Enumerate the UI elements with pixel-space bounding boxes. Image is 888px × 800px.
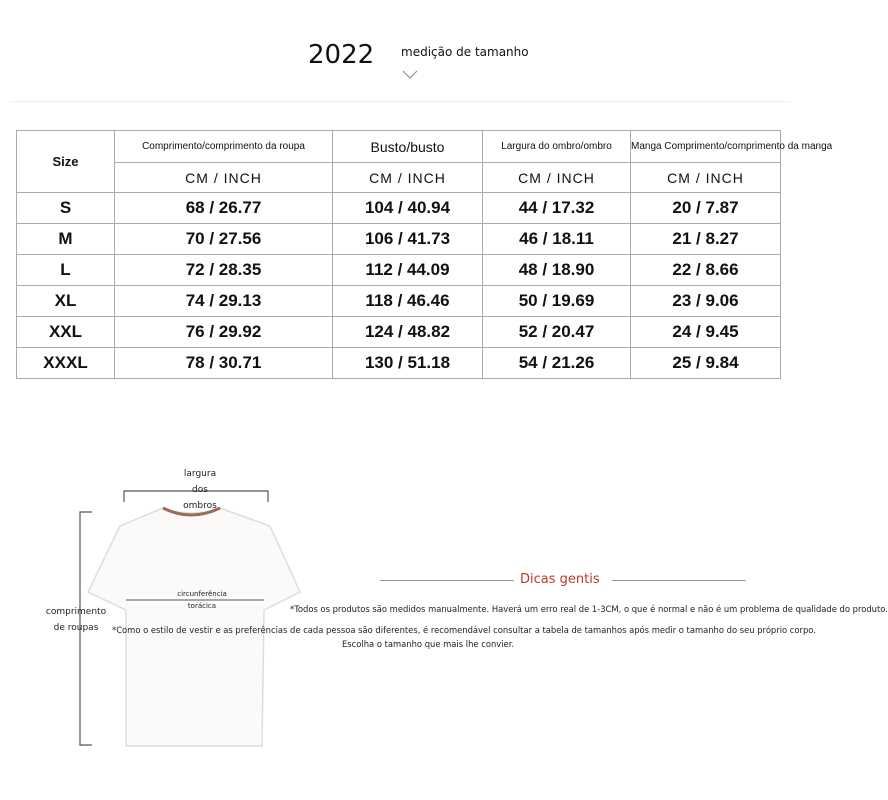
- shoulder-column-header: Largura do ombro/ombro: [483, 131, 631, 163]
- unit-label: CM / INCH: [115, 163, 333, 193]
- size-cell: L: [17, 255, 115, 286]
- bust-cell: 104 / 40.94: [333, 193, 483, 224]
- table-row: [17, 255, 781, 286]
- bust-cell: 124 / 48.82: [333, 317, 483, 348]
- sleeve-cell: 24 / 9.45: [631, 317, 781, 348]
- size-cell: S: [17, 193, 115, 224]
- size-cell: M: [17, 224, 115, 255]
- sleeve-cell: 22 / 8.66: [631, 255, 781, 286]
- chest-label: circunferência torácica: [177, 590, 227, 610]
- table-row: [17, 286, 781, 317]
- size-chart-table: [16, 130, 833, 379]
- size-column-header: Size: [17, 131, 115, 193]
- shoulder-width-label: largura dos ombros: [183, 469, 217, 511]
- unit-label: CM / INCH: [333, 163, 483, 193]
- chevron-down-icon: [402, 70, 418, 80]
- header-subtitle: medição de tamanho: [401, 45, 529, 59]
- tip-choose-size: Escolha o tamanho que mais lhe convier.: [342, 639, 515, 649]
- unit-label: CM / INCH: [483, 163, 631, 193]
- length-cell: 70 / 27.56: [115, 224, 333, 255]
- size-cell: XXXL: [17, 348, 115, 379]
- length-cell: 68 / 26.77: [115, 193, 333, 224]
- tips-divider-left: [380, 580, 514, 581]
- header-divider: [10, 101, 790, 102]
- length-cell: 76 / 29.92: [115, 317, 333, 348]
- sleeve-cell: 23 / 9.06: [631, 286, 781, 317]
- table-row: [17, 317, 781, 348]
- tips-title: Dicas gentis: [520, 572, 600, 587]
- table-header-row: [17, 131, 781, 163]
- length-label: comprimento de roupas: [45, 607, 107, 633]
- shoulder-cell: 50 / 19.69: [483, 286, 631, 317]
- length-cell: 74 / 29.13: [115, 286, 333, 317]
- bust-column-header: Busto/busto: [333, 131, 483, 163]
- unit-header-row: [17, 163, 781, 193]
- table-row: [17, 224, 781, 255]
- bust-cell: 112 / 44.09: [333, 255, 483, 286]
- shoulder-cell: 46 / 18.11: [483, 224, 631, 255]
- length-cell: 72 / 28.35: [115, 255, 333, 286]
- table-row: [17, 348, 781, 379]
- size-cell: XXL: [17, 317, 115, 348]
- tips-divider-right: [612, 580, 746, 581]
- bust-cell: 118 / 46.46: [333, 286, 483, 317]
- bust-cell: 106 / 41.73: [333, 224, 483, 255]
- table-row: [17, 193, 781, 224]
- size-cell: XL: [17, 286, 115, 317]
- sleeve-cell: 21 / 8.27: [631, 224, 781, 255]
- header-year: 2022: [308, 40, 375, 70]
- shoulder-cell: 48 / 18.90: [483, 255, 631, 286]
- sleeve-cell: 20 / 7.87: [631, 193, 781, 224]
- shoulder-cell: 44 / 17.32: [483, 193, 631, 224]
- unit-label: CM / INCH: [631, 163, 781, 193]
- tip-size-recommendation: *Como o estilo de vestir e as preferências de cada pessoa são diferentes, é recomendável consultar a tabela de tamanhos após medir o tamanho do seu próprio corpo.: [112, 625, 816, 635]
- bust-cell: 130 / 51.18: [333, 348, 483, 379]
- shoulder-cell: 54 / 21.26: [483, 348, 631, 379]
- length-column-header: Comprimento/comprimento da roupa: [115, 131, 333, 163]
- sleeve-cell: 25 / 9.84: [631, 348, 781, 379]
- sleeve-column-header: Manga Comprimento/comprimento da manga: [631, 131, 781, 163]
- length-cell: 78 / 30.71: [115, 348, 333, 379]
- shoulder-cell: 52 / 20.47: [483, 317, 631, 348]
- tip-measurement-error: *Todos os produtos são medidos manualmente. Haverá um erro real de 1-3CM, o que é normal e não é um problema de qualidade do produto.: [290, 604, 888, 614]
